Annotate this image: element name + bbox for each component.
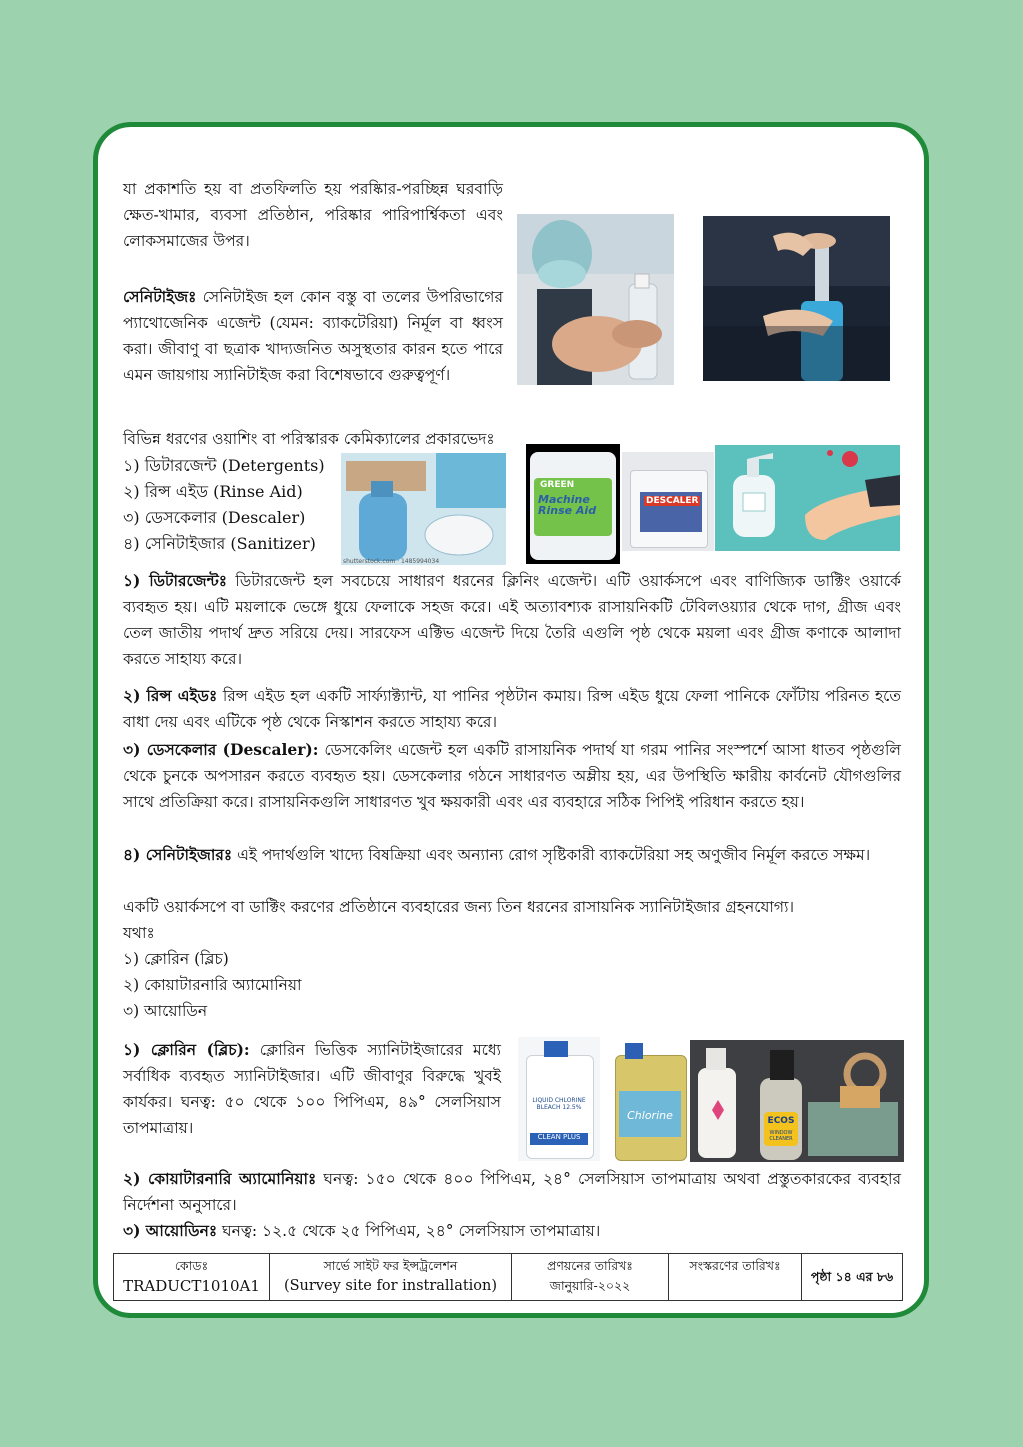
footer-revision-cell bbox=[669, 1254, 802, 1301]
types-item: ৩) ডেসকেলার (Descaler) bbox=[123, 508, 306, 527]
sanitizer-term: ৪) সেনিটাইজারঃ bbox=[123, 845, 233, 864]
descaler-photo bbox=[622, 452, 714, 551]
sanitizer-list-item: ৩) আয়োডিন bbox=[123, 1002, 208, 1020]
rinse-aid-photo bbox=[526, 444, 620, 564]
iodine-text: ঘনত্ব: ১২.৫ থেকে ২৫ পিপিএম, ২৪° সেলসিয়াস তাপমাত্রায়। bbox=[217, 1222, 601, 1240]
hand-sanitizer-photo bbox=[517, 214, 674, 385]
sanitizer-paragraph bbox=[123, 842, 901, 868]
descaler-paragraph bbox=[123, 737, 901, 815]
types-heading-text: বিভিন্ন ধরণের ওয়াশিং বা পরিস্কারক কেমিক্যালের প্রকারভেদঃ bbox=[123, 430, 495, 448]
footer-code-value: TRADUCT1010A1 bbox=[123, 1277, 260, 1295]
detergent-term: ১) ডিটারজেন্টঃ bbox=[123, 571, 228, 590]
sanitizer-pump-photo bbox=[703, 216, 890, 381]
detergent-text: ডিটারজেন্ট হল সবচেয়ে সাধারণ ধরনের ক্লিনিং এজেন্ট। এটি ওয়ার্কসপে এবং বাণিজ্যিক ডাক্টিং ওয়ার্কে ব্যবহৃত হয়। এটি ময়লাকে ভেঙ্গে ধুয়ে ফেলাকে সহজ করে। এই অত্যাবশ্যক রাসায়নিকটি টেবিলওয়্যার থেকে দাগ, গ্রীজ এবং তেল জাতীয় পদার্থ দ্রুত সরিয়ে দেয়। সারফেস এক্টিভ এজেন্ট দিয়ে তৈরি এগুলি পৃষ্ঠ থেকে ময়লা এবং গ্রীজ কণাকে আলাদা করতে সাহায্য করে। bbox=[123, 572, 901, 668]
footer-prep-value: জানুয়ারি-২০২২ bbox=[549, 1278, 631, 1293]
footer-prep-label: প্রণয়নের তারিখঃ bbox=[547, 1258, 633, 1273]
types-list bbox=[123, 453, 338, 557]
footer-page-number: পৃষ্ঠা ১৪ এর ৮৬ bbox=[810, 1269, 894, 1284]
iodine-paragraph bbox=[123, 1218, 901, 1244]
descaler-text: ডেসকেলিং এজেন্ট হল একটি রাসায়নিক পদার্থ যা গরম পানির সংস্পর্শে আসা ধাতব পৃষ্ঠগুলি থেকে চুনকে অপসারন করতে ব্যবহৃত হয়। ডেসকেলার গঠনে সাধারণত অম্লীয় হয়, এর উপস্থিতি ক্ষারীয় কার্বনেট যৌগগুলির সাথে প্রতিক্রিয়া করে। রাসায়নিকগুলি সাধারণত খুব ক্ষয়কারী এবং এর ব্যবহারে সঠিক পিপিই পরিধান করতে হয়। bbox=[123, 741, 901, 811]
quat-paragraph bbox=[123, 1166, 901, 1218]
sanitizer-list-item: ২) কোয়াটারনারি অ্যামোনিয়া bbox=[123, 976, 302, 994]
bleach-bottle-photo bbox=[518, 1037, 600, 1161]
rinse-brand-label: GREEN bbox=[540, 480, 575, 490]
sanitizer-list-item: ১) ক্লোরিন (ব্লিচ) bbox=[123, 950, 229, 968]
bleach-product-label: LIQUID CHLORINE BLEACH 12.5% bbox=[532, 1097, 586, 1111]
descaler-product-label: DESCALER bbox=[646, 496, 699, 506]
footer-title-en: (Survey site for instrallation) bbox=[283, 1278, 498, 1294]
footer-title-cell bbox=[270, 1254, 512, 1301]
rinse-product-label: Machine Rinse Aid bbox=[538, 493, 597, 517]
chlorine-paragraph bbox=[123, 1037, 501, 1141]
document-footer bbox=[113, 1253, 903, 1301]
quat-term: ২) কোয়াটারনারি অ্যামোনিয়াঃ bbox=[123, 1169, 317, 1188]
bleach-brand-label: CLEAN PLUS bbox=[530, 1133, 588, 1145]
descaler-term: ৩) ডেসকেলার (Descaler): bbox=[123, 740, 319, 759]
sanitizer-text: এই পদার্থগুলি খাদ্যে বিষক্রিয়া এবং অন্যান্য রোগ সৃষ্টিকারী ব্যাকটেরিয়া সহ অণুজীব নির্মূল করতে সক্ষম। bbox=[232, 846, 871, 864]
detergent-photo bbox=[341, 453, 506, 565]
cleaning-sprays-photo bbox=[690, 1040, 904, 1162]
chlorine-term: ১) ক্লোরিন (ব্লিচ): bbox=[123, 1040, 250, 1059]
intro-paragraph bbox=[123, 176, 503, 254]
chlorine-bottle-photo bbox=[611, 1041, 688, 1161]
footer-title-bn: সার্ভে সাইট ফর ইন্সট্রলেশন bbox=[323, 1258, 458, 1273]
types-item: ৪) সেনিটাইজার (Sanitizer) bbox=[123, 534, 316, 553]
ecos-product-label: WINDOW CLEANER bbox=[769, 1130, 793, 1142]
chlorine-product-label: Chlorine bbox=[627, 1109, 673, 1122]
sanitize-term: সেনিটাইজঃ bbox=[123, 287, 197, 306]
sanitizer-types-intro bbox=[123, 894, 913, 1024]
types-heading bbox=[123, 426, 543, 452]
ecos-brand-label: ECOS bbox=[767, 1116, 795, 1126]
iodine-term: ৩) আয়োডিনঃ bbox=[123, 1221, 218, 1240]
sanitize-definition bbox=[123, 284, 503, 388]
footer-page-cell bbox=[802, 1254, 903, 1301]
footer-prep-cell bbox=[512, 1254, 669, 1301]
rinse-text: রিন্স এইড হল একটি সার্ফ্যাক্ট্যান্ট, যা পানির পৃষ্ঠটান কমায়। রিন্স এইড ধুয়ে ফেলা পানিকে ফোঁটায় পরিনত হতে বাধা দেয় এবং এটিকে পৃষ্ঠ থেকে নিস্কাশন করতে সাহায্য করে। bbox=[123, 687, 902, 731]
footer-revision-label: সংস্করণের তারিখঃ bbox=[689, 1258, 781, 1273]
sanitizer-line2: একটি ওয়ার্কসপে বা ডাক্টিং করণের প্রতিষ্ঠানে ব্যবহারের জন্য তিন ধরনের রাসায়নিক স্যানিটাইজার গ্রহনযোগ্য। bbox=[123, 898, 795, 916]
rinse-paragraph bbox=[123, 683, 901, 735]
chlorine-text: ক্লোরিন ভিত্তিক স্যানিটাইজারের মধ্যে সর্বাধিক ব্যবহৃত স্যানিটাইজার। এটি জীবাণুর বিরুদ্ধে খুবই কার্যকর। ঘনত্ব: ৫০ থেকে ১০০ পিপিএম, ৪৯° সেলসিয়াস তাপমাত্রায়। bbox=[123, 1041, 502, 1137]
sanitize-text: সেনিটাইজ হল কোন বস্তু বা তলের উপরিভাগের প্যাথোজেনিক এজেন্ট (যেমন: ব্যাকটেরিয়া) নির্মূল বা ধ্বংস করা। জীবাণু বা ছত্রাক খাদ্যজনিত অসুস্থতার কারন হতে পারে এমন জায়গায় স্যানিটাইজ করা বিশেষভাবে গুরুত্বপূর্ণ। bbox=[123, 288, 503, 384]
rinse-term: ২) রিন্স এইডঃ bbox=[123, 686, 218, 705]
image-credit: shutterstock.com · 1485994034 bbox=[343, 558, 440, 565]
sanitizer-line3: যথাঃ bbox=[123, 924, 155, 942]
quat-text: ঘনত্ব: ১৫০ থেকে ৪০০ পিপিএম, ২৪° সেলসিয়াস তাপমাত্রায় অথবা প্রস্তুতকারকের ব্যবহার নির্দেশনা অনুসারে। bbox=[123, 1170, 902, 1214]
types-item: ১) ডিটারজেন্ট (Detergents) bbox=[123, 456, 325, 475]
sanitizer-illustration bbox=[715, 445, 900, 551]
intro-text: যা প্রকাশতি হয় বা প্রতফিলতি হয় পরষ্কিার-পরচ্ছিন্ন ঘরবাড়ি ক্ষেত-খামার, ব্যবসা প্রতিষ্ঠান, পরিষ্কার পারিপার্শ্বিকতা এবং লোকসমাজের উপর। bbox=[123, 180, 503, 250]
footer-code-cell bbox=[114, 1254, 270, 1301]
footer-code-label: কোডঃ bbox=[174, 1258, 209, 1273]
types-item: ২) রিন্স এইড (Rinse Aid) bbox=[123, 482, 303, 501]
detergent-paragraph bbox=[123, 568, 901, 672]
